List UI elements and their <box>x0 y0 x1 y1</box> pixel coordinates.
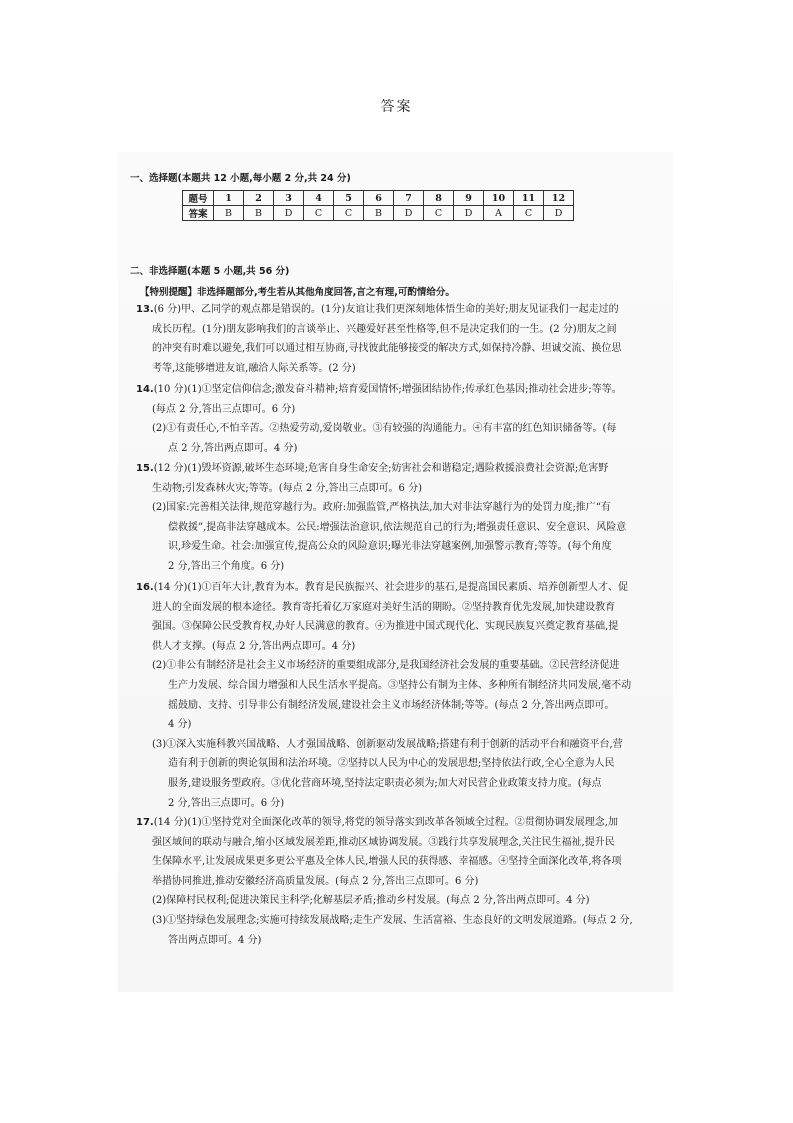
answer-table-answer-row <box>183 206 574 221</box>
question-15 <box>136 459 656 577</box>
answer-line: 生产力发展、综合国力增强和人民生活水平提高。③坚持公有制为主体、多种所有制经济共同发展,毫不动 <box>168 679 632 691</box>
section1-heading: 一、选择题(本题共 12 小题,每小题 2 分,共 24 分) <box>130 173 351 184</box>
number-cell: 12 <box>544 191 574 206</box>
answer-cell: B <box>364 206 394 221</box>
answer-line: 服务,建设服务型政府。③优化营商环境,坚持法定职责必须为;加大对民营企业政策支持力度。(每点 <box>168 777 602 789</box>
number-cell: 7 <box>394 191 424 206</box>
answer-line: 4 分) <box>168 719 192 731</box>
answer-line: 生保障水平,让发展成果更多更公平惠及全体人民,增强人民的获得感、幸福感。④坚持全面深化改革,将各项 <box>152 856 622 868</box>
answer-line: 2 分,答出三点即可。6 分) <box>168 797 285 809</box>
answer-line: 生动物;引发森林火灾;等等。(每点 2 分,答出三点即可。6 分) <box>152 482 422 494</box>
answer-line: (10 分)(1)①坚定信仰信念;激发奋斗精神;培育爱国情怀;增强团结协作;传承红色基因;推动社会进步;等等。 <box>153 384 622 395</box>
answer-cell: C <box>304 206 334 221</box>
answer-line: 强区域间的联动与融合,缩小区域发展差距,推动区域协调发展。③践行共享发展理念,关注民生福祉,提升民 <box>152 836 615 848</box>
row-label-answer: 答案 <box>183 206 214 221</box>
answer-line: 进人的全面发展的根本途径。教育寄托着亿万家庭对美好生活的期盼。②坚持教育优先发展,加快建设教育 <box>152 601 616 613</box>
answer-line: 造有利于创新的舆论氛围和法治环境。②坚持以人民为中心的发展思想;坚持依法行政,全心全意为人民 <box>168 758 615 770</box>
number-cell: 4 <box>304 191 334 206</box>
question-number: 17. <box>136 817 154 828</box>
answer-line: 点 2 分,答出两点即可。4 分) <box>168 442 298 454</box>
section2-heading: 二、非选择题(本题 5 小题,共 56 分) <box>130 266 290 277</box>
answer-cell: B <box>244 206 274 221</box>
question-16 <box>136 578 656 813</box>
answer-line: (3)①深入实施科教兴国战略、人才强国战略、创新驱动发展战略;搭建有利于创新的活动平台和融资平台,营 <box>152 738 623 750</box>
answer-line: (每点 2 分,答出三点即可。6 分) <box>152 403 296 415</box>
answer-line: 成长历程。(1分)朋友影响我们的言谈举止、兴趣爱好甚至性格等,但不是决定我们的一生。(2 分)朋友之间 <box>152 323 617 335</box>
answer-line: 识,珍爱生命。社会:加强宣传,提高公众的风险意识;曝光非法穿越案例,加强警示教育;等等。(每个角度 <box>168 541 612 553</box>
number-cell: 8 <box>424 191 454 206</box>
special-reminder: 【特别提醒】非选择题部分,考生若从其他角度回答,言之有理,可酌情给分。 <box>140 287 455 298</box>
answer-line: (3)①坚持绿色发展理念;实施可持续发展战略;走生产发展、生活富裕、生态良好的文明发展道路。(每点 2 分, <box>152 914 633 926</box>
number-cell: 5 <box>334 191 364 206</box>
question-number: 16. <box>136 582 154 593</box>
answer-cell: C <box>334 206 364 221</box>
question-number: 13. <box>136 304 154 315</box>
answer-line: (2)保障村民权利;促进决策民主科学;化解基层矛盾;推动乡村发展。(每点 2 分,答出两点即可。4 分) <box>152 895 590 907</box>
page-title: 答案 <box>380 99 413 115</box>
answer-line: (2)国家:完善相关法律,规范穿越行为。政府:加强监管,严格执法,加大对非法穿越行为的处罚力度;推广“有 <box>152 502 611 514</box>
answer-cell: D <box>454 206 484 221</box>
answer-line: 2 分,答出三个角度。6 分) <box>168 560 285 572</box>
answer-cell: B <box>214 206 244 221</box>
answer-line: (6 分)甲、乙同学的观点都是错误的。(1分)友谊让我们更深刻地体悟生命的美好;朋友见证我们一起走过的 <box>153 304 619 315</box>
question-number: 14. <box>136 384 154 395</box>
row-label-number: 题号 <box>183 191 214 206</box>
answer-cell: A <box>484 206 514 221</box>
number-cell: 6 <box>364 191 394 206</box>
answer-table-number-row <box>183 191 574 206</box>
number-cell: 1 <box>214 191 244 206</box>
answer-line: 供人才支撑。(每点 2 分,答出两点即可。4 分) <box>152 640 356 652</box>
number-cell: 11 <box>514 191 544 206</box>
answer-line: 强国。③保障公民受教育权,办好人民满意的教育。④为推进中国式现代化、实现民族复兴奠定教育基础,提 <box>152 621 619 633</box>
answer-line: 偿救援”,提高非法穿越成本。公民:增强法治意识,依法规范自己的行为;增强责任意识、安全意识、风险意 <box>168 521 627 533</box>
answer-line: (2)①非公有制经济是社会主义市场经济的重要组成部分,是我国经济社会发展的重要基础。②民营经济促进 <box>152 660 620 672</box>
answer-line: 举措协同推进,推动安徽经济高质量发展。(每点 2 分,答出三点即可。6 分) <box>152 875 479 887</box>
number-cell: 2 <box>244 191 274 206</box>
question-17 <box>136 813 656 950</box>
answer-line: (14 分)(1)①百年大计,教育为本。教育是民族振兴、社会进步的基石,是提高国民素质、培养创新型人才、促 <box>153 582 628 593</box>
question-13 <box>136 300 656 378</box>
question-number: 15. <box>136 463 154 474</box>
question-14 <box>136 380 656 458</box>
answer-line: (14 分)(1)①坚持党对全面深化改革的领导,将党的领导落实到改革各领域全过程。②贯彻协调发展理念,加 <box>153 817 618 828</box>
answer-cell: D <box>274 206 304 221</box>
number-cell: 3 <box>274 191 304 206</box>
number-cell: 9 <box>454 191 484 206</box>
answer-line: 答出两点即可。4 分) <box>168 934 262 946</box>
answer-cell: C <box>424 206 454 221</box>
answer-line: (2)①有责任心,不怕辛苦。②热爱劳动,爱岗敬业。③有较强的沟通能力。④有丰富的红色知识储备等。(每 <box>152 423 617 435</box>
answer-line: (12 分)(1)毁坏资源,破坏生态环境;危害自身生命安全;妨害社会和谐稳定;遇险救援浪费社会资源;危害野 <box>153 463 609 474</box>
answer-table <box>182 190 574 221</box>
answer-line: 摇鼓励、支持、引导非公有制经济发展,建设社会主义市场经济体制;等等。(每点 2 分,答出两点即可。 <box>168 699 615 711</box>
number-cell: 10 <box>484 191 514 206</box>
answer-cell: C <box>514 206 544 221</box>
answer-cell: D <box>544 206 574 221</box>
answer-cell: D <box>394 206 424 221</box>
answer-line: 考等,这能够增进友谊,融洽人际关系等。(2 分) <box>152 362 356 374</box>
answer-line: 的冲突有时难以避免,我们可以通过相互协商,寻找彼此能够接受的解决方式,如保持冷静、坦诚交流、换位思 <box>152 343 622 355</box>
